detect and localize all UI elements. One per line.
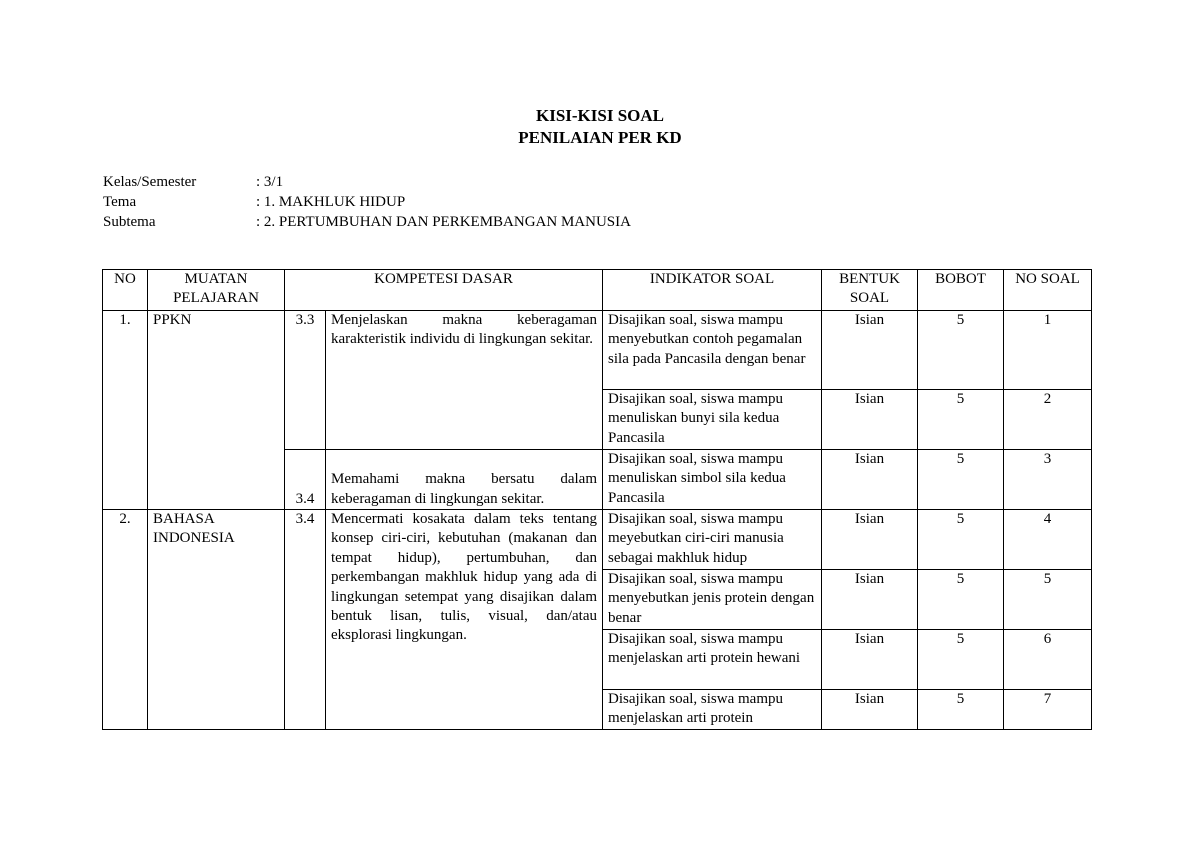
no-soal-cell: 5 — [1004, 570, 1092, 630]
bentuk-cell: Isian — [822, 390, 918, 450]
bobot-cell: 5 — [918, 630, 1004, 690]
kd-number: 3.3 — [285, 311, 326, 450]
bobot-cell: 5 — [918, 390, 1004, 450]
tema-label: Tema — [103, 194, 137, 210]
indikator-cell: Disajikan soal, siswa mampu menuliskan simbol sila kedua Pancasila — [603, 450, 822, 510]
kelas-label: Kelas/Semester — [103, 174, 197, 190]
no-soal-cell: 6 — [1004, 630, 1092, 690]
table-header-row — [103, 270, 1092, 311]
meta-row-kelas — [103, 172, 631, 192]
subtema-label: Subtema — [103, 214, 156, 230]
header-no-soal: NO SOAL — [1004, 270, 1092, 311]
no-soal-cell: 7 — [1004, 690, 1092, 730]
meta-row-tema — [103, 192, 631, 212]
kd-description: Mencermati kosakata dalam teks tentang konsep ciri-ciri, kebutuhan (makanan dan tempat hidup), pertumbuhan, dan perkembangan makhluk hidup yang ada di lingkungan setempat yang disajikan dalam bentuk lisan, tulis, visual, dan/atau eksplorasi lingkungan. — [326, 510, 603, 730]
kelas-value: : 3/1 — [256, 174, 284, 190]
no-soal-cell: 4 — [1004, 510, 1092, 570]
indikator-cell: Disajikan soal, siswa mampu menuliskan bunyi sila kedua Pancasila — [603, 390, 822, 450]
meta-info — [103, 172, 631, 232]
indikator-cell: Disajikan soal, siswa mampu menyebutkan jenis protein dengan benar — [603, 570, 822, 630]
header-bentuk: BENTUK SOAL — [822, 270, 918, 311]
header-indikator: INDIKATOR SOAL — [603, 270, 822, 311]
no-soal-cell: 3 — [1004, 450, 1092, 510]
no-soal-cell: 2 — [1004, 390, 1092, 450]
bentuk-cell: Isian — [822, 510, 918, 570]
tema-value: : 1. MAKHLUK HIDUP — [256, 194, 406, 210]
subtema-value: : 2. PERTUMBUHAN DAN PERKEMBANGAN MANUSIA — [256, 214, 631, 230]
no-soal-cell: 1 — [1004, 311, 1092, 390]
meta-row-subtema — [103, 212, 631, 232]
bobot-cell: 5 — [918, 510, 1004, 570]
indikator-cell: Disajikan soal, siswa mampu menjelaskan arti protein — [603, 690, 822, 730]
indikator-cell: Disajikan soal, siswa mampu menyebutkan contoh pegamalan sila pada Pancasila dengan benar — [603, 311, 822, 390]
bentuk-cell: Isian — [822, 450, 918, 510]
document-subtitle: PENILAIAN PER KD — [518, 128, 682, 147]
bentuk-cell: Isian — [822, 311, 918, 390]
indikator-cell: Disajikan soal, siswa mampu meyebutkan ciri-ciri manusia sebagai makhluk hidup — [603, 510, 822, 570]
row-number: 2. — [103, 510, 148, 730]
kd-description: Menjelaskan makna keberagaman karakteristik individu di lingkungan sekitar. — [326, 311, 603, 450]
kisi-table — [102, 269, 1092, 730]
row-number: 1. — [103, 311, 148, 510]
muatan-cell: BAHASA INDONESIA — [148, 510, 285, 730]
header-no: NO — [103, 270, 148, 311]
bobot-cell: 5 — [918, 570, 1004, 630]
kd-description: Memahami makna bersatu dalam keberagaman di lingkungan sekitar. — [326, 450, 603, 510]
table-row — [103, 311, 1092, 390]
bentuk-cell: Isian — [822, 690, 918, 730]
document-title: KISI-KISI SOAL — [535, 106, 665, 125]
muatan-cell: PPKN — [148, 311, 285, 510]
table-row — [103, 510, 1092, 570]
kd-number: 3.4 — [285, 450, 326, 510]
bobot-cell: 5 — [918, 450, 1004, 510]
bentuk-cell: Isian — [822, 570, 918, 630]
bobot-cell: 5 — [918, 690, 1004, 730]
indikator-cell: Disajikan soal, siswa mampu menjelaskan arti protein hewani — [603, 630, 822, 690]
header-muatan: MUATAN PELAJARAN — [148, 270, 285, 311]
bobot-cell: 5 — [918, 311, 1004, 390]
bentuk-cell: Isian — [822, 630, 918, 690]
header-kompetensi: KOMPETESI DASAR — [285, 270, 603, 311]
kd-number: 3.4 — [285, 510, 326, 730]
header-bobot: BOBOT — [918, 270, 1004, 311]
